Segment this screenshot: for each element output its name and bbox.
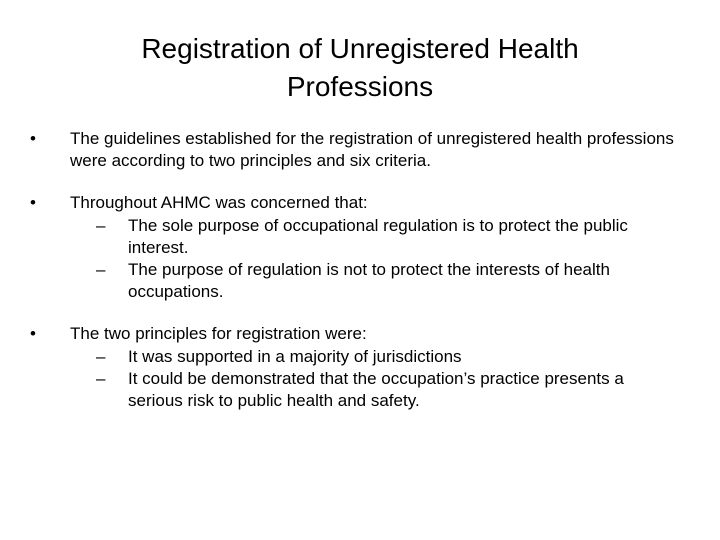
bullet-marker: • (30, 193, 36, 212)
bullet-list (30, 128, 680, 432)
bullet-item-guidelines (30, 128, 680, 172)
sub-item-text: It could be demonstrated that the occupation’s practice presents a serious risk to public health and safety. (128, 369, 624, 410)
sub-item (96, 259, 680, 303)
sub-marker: – (96, 369, 106, 388)
sub-marker: – (96, 347, 106, 366)
slide-title (60, 30, 660, 106)
sub-list (70, 346, 680, 412)
sub-marker: – (96, 260, 106, 279)
bullet-text: The two principles for registration were: (70, 324, 367, 343)
slide-title-line-1: Registration of Unregistered Health (141, 33, 579, 64)
sub-list (70, 215, 680, 303)
bullet-text: The guidelines established for the registration of unregistered health professions were according to two principles and six criteria. (70, 129, 674, 170)
bullet-marker: • (30, 129, 36, 148)
bullet-item-ahmc-concerns (30, 192, 680, 303)
sub-item (96, 215, 680, 259)
sub-item-text: It was supported in a majority of jurisdictions (128, 347, 462, 366)
bullet-text: Throughout AHMC was concerned that: (70, 193, 368, 212)
sub-item (96, 346, 680, 368)
sub-item-text: The sole purpose of occupational regulation is to protect the public interest. (128, 216, 628, 257)
bullet-marker: • (30, 324, 36, 343)
bullet-item-principles (30, 323, 680, 412)
sub-item (96, 368, 680, 412)
sub-marker: – (96, 216, 106, 235)
slide-title-line-2: Professions (286, 71, 434, 102)
sub-item-text: The purpose of regulation is not to protect the interests of health occupations. (128, 260, 610, 301)
